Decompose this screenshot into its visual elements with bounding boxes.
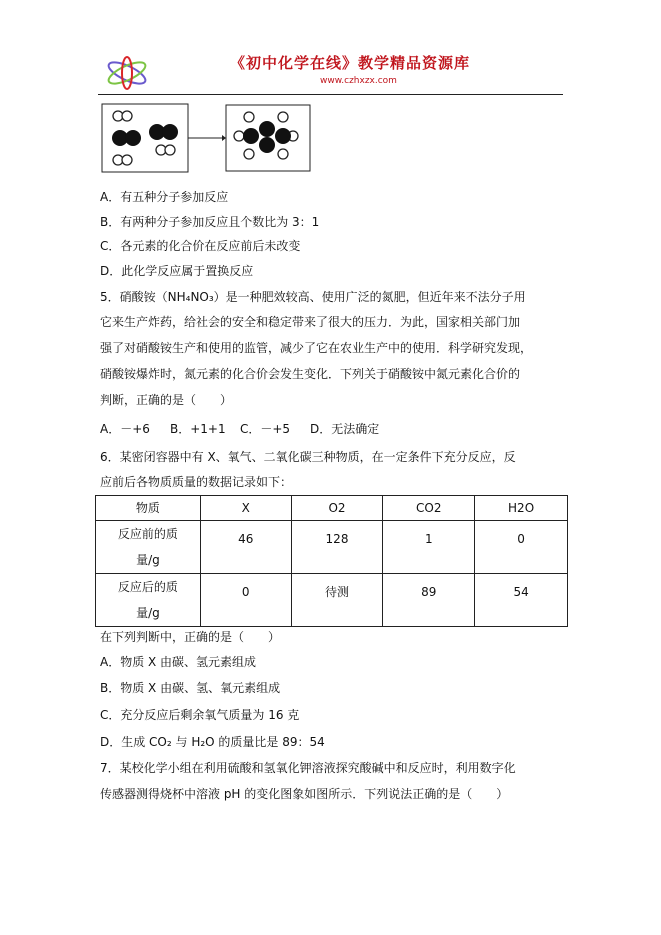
q6-option-d: D．生成 CO₂ 与 H₂O 的质量比是 89：54: [100, 735, 325, 749]
q5-line: 它来生产炸药，给社会的安全和稳定带来了很大的压力．为此，国家相关部门加: [100, 315, 521, 329]
table-cell: 89: [383, 574, 475, 627]
header-title: 《初中化学在线》教学精品资源库: [230, 54, 471, 72]
q7-line: 传感器测得烧杯中溶液 pH 的变化图象如图所示．下列说法正确的是（ ）: [100, 787, 509, 801]
table-header: H2O: [475, 496, 568, 521]
q4-option-d: D．此化学反应属于置换反应: [100, 264, 254, 278]
q5-option-d: D．无法确定: [310, 422, 380, 436]
table-cell: 46: [200, 521, 291, 574]
table-cell: 0: [475, 521, 568, 574]
table-cell: 1: [383, 521, 475, 574]
q5-line: 判断，正确的是（ ）: [100, 393, 233, 407]
q5-option-c: C．－+5: [240, 422, 291, 436]
q4-option-a: A．有五种分子参加反应: [100, 190, 229, 204]
q5-line: 强了对硝酸铵生产和使用的监管，减少了它在农业生产中的使用．科学研究发现，: [100, 341, 533, 355]
q5-line: 硝酸铵爆炸时，氮元素的化合价会发生变化．下列关于硝酸铵中氮元素化合价的: [100, 367, 521, 381]
q6-line: 应前后各物质质量的数据记录如下：: [100, 475, 293, 489]
molecule-reaction-diagram: [100, 102, 315, 176]
table-cell: 待测: [291, 574, 383, 627]
table-header: CO2: [383, 496, 475, 521]
q5-line: 5．硝酸铵（NH₄NO₃）是一种肥效较高、使用广泛的氮肥，但近年来不法分子用: [100, 290, 526, 304]
table-header: 物质: [96, 496, 201, 521]
q6-question: 在下列判断中，正确的是（ ）: [100, 630, 281, 644]
table-row: [96, 521, 568, 574]
table-row: [96, 574, 568, 627]
q4-option-c: C．各元素的化合价在反应前后未改变: [100, 239, 301, 253]
table-cell: 128: [291, 521, 383, 574]
header-url: www.czhxzx.com: [320, 76, 397, 86]
table-cell: 反应后的质量/g: [96, 574, 201, 627]
table-cell: 0: [200, 574, 291, 627]
table-header: O2: [291, 496, 383, 521]
mass-data-table: [95, 495, 568, 627]
logo-icon: [103, 55, 151, 91]
q6-line: 6．某密闭容器中有 X、氧气、二氧化碳三种物质，在一定条件下充分反应，反: [100, 450, 516, 464]
q6-option-a: A．物质 X 由碳、氢元素组成: [100, 655, 257, 669]
table-header-row: [96, 496, 568, 521]
table-cell: 54: [475, 574, 568, 627]
q5-option-b: B．+1+1: [170, 422, 226, 436]
q7-line: 7．某校化学小组在利用硫酸和氢氧化钾溶液探究酸碱中和反应时，利用数字化: [100, 761, 516, 775]
q5-option-a: A．－+6: [100, 422, 150, 436]
q4-option-b: B．有两种分子参加反应且个数比为 3：1: [100, 215, 320, 229]
table-header: X: [200, 496, 291, 521]
q6-option-b: B．物质 X 由碳、氢、氧元素组成: [100, 681, 281, 695]
q6-option-c: C．充分反应后剩余氧气质量为 16 克: [100, 708, 300, 722]
table-cell: 反应前的质量/g: [96, 521, 201, 574]
header-divider: [98, 94, 563, 95]
